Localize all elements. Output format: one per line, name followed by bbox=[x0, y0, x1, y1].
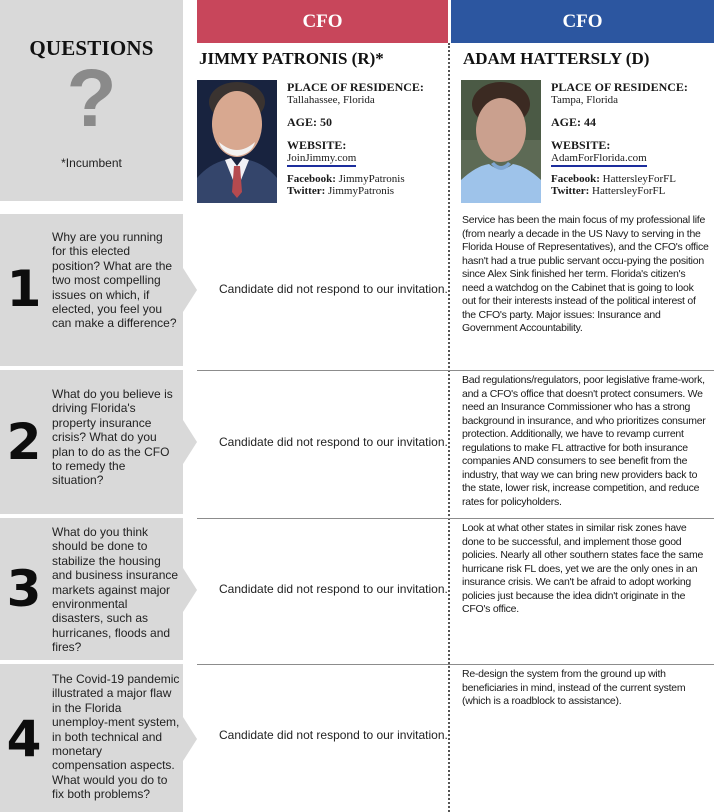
twitter-handle: JimmyPatronis bbox=[328, 185, 395, 197]
candidate-photo bbox=[197, 80, 277, 203]
answer-patronis: Candidate did not respond to our invitation. bbox=[219, 728, 448, 742]
question-text: What do you think should be done to stabilize the housing and business insurance markets against major environmental disasters, such as hurricanes, floods and fires? bbox=[52, 525, 179, 655]
age-field bbox=[287, 115, 424, 130]
candidate-name: ADAM HATTERSLY (D) bbox=[463, 49, 650, 68]
age-field bbox=[551, 115, 688, 130]
answer-hattersly: Look at what other states in similar risk zones have done to be successful, and implement those good policies. Nearly all other southern states face the same hurricane risk FL does, yet we are the only ones in an insurance crisis. We can't be afraid to adopt working policies just because the idea didn't originate in the CFO's office. bbox=[462, 522, 704, 615]
arrow-pointer-icon bbox=[183, 420, 197, 464]
age-label: AGE: bbox=[551, 115, 581, 129]
answer-hattersly: Bad regulations/regulators, poor legislative frame-work, and a CFO's office that doesn't protect consumers. We need an Insurance Commissioner who has a strong background in insurance, and who prioritizes consumer protection. Additionally, we have to revamp current regulations to make FL attractive for both insurance companies AND consumers to see benefit from the industry, that way we can bring new providers back to the state, lower risk, increase competition, and reduce rates for policyholders. bbox=[462, 374, 706, 508]
question-number: 4 bbox=[6, 710, 42, 768]
age-label: AGE: bbox=[287, 115, 317, 129]
question-text: The Covid-19 pandemic illustrated a major flaw in the Florida unemploy-ment system, in both technical and monetary compensation aspects. What would you do to fix both problems? bbox=[52, 672, 180, 802]
facebook-label: Facebook: bbox=[287, 173, 336, 185]
website-label: WEBSITE: bbox=[551, 138, 611, 152]
question-row bbox=[0, 214, 714, 366]
candidate-card-patronis bbox=[197, 0, 448, 210]
row-divider bbox=[197, 370, 714, 371]
row-divider bbox=[197, 664, 714, 665]
question-text: Why are you running for this elected position? What are the two most compelling issues on which, if elected, you feel you can make a difference? bbox=[52, 230, 177, 331]
incumbent-note: *Incumbent bbox=[61, 156, 122, 170]
question-row bbox=[0, 664, 714, 812]
office-header-republican: CFO bbox=[197, 0, 448, 43]
arrow-pointer-icon bbox=[183, 717, 197, 761]
answer-patronis: Candidate did not respond to our invitation. bbox=[219, 582, 448, 596]
question-mark-icon: ? bbox=[66, 53, 117, 144]
age-value: 44 bbox=[584, 115, 596, 129]
candidate-card-hattersly bbox=[451, 0, 714, 210]
residence-value: Tampa, Florida bbox=[551, 94, 619, 106]
candidate-name: JIMMY PATRONIS (R)* bbox=[199, 49, 384, 68]
question-number: 1 bbox=[6, 260, 42, 318]
answer-patronis: Candidate did not respond to our invitation. bbox=[219, 435, 448, 449]
portrait-image-hattersly bbox=[461, 80, 541, 203]
social-links bbox=[287, 173, 424, 197]
candidate-info bbox=[287, 80, 424, 197]
arrow-pointer-icon bbox=[183, 268, 197, 312]
question-number: 2 bbox=[6, 413, 42, 471]
website-label: WEBSITE: bbox=[287, 138, 347, 152]
twitter-handle: HattersleyForFL bbox=[592, 185, 666, 197]
question-row bbox=[0, 370, 714, 514]
portrait-image-patronis bbox=[197, 80, 277, 203]
answer-hattersly: Re-design the system from the ground up with beneficiaries in mind, instead of the current system (which is a roadblock to assistance). bbox=[462, 668, 686, 707]
twitter-label: Twitter: bbox=[287, 185, 326, 197]
row-divider bbox=[197, 518, 714, 519]
answer-hattersly: Service has been the main focus of my professional life (from nearly a decade in the US Navy to serving in the Florida House of Representatives), and the CFO's office hasn't had a true public servant occu-pying the position since Alex Sink finished her term. Florida's citizen's need a watchdog on the Cabinet that is going to look out for their interests instead of the political interest of the CFO's party. Major issues: Insurance and Government Accountability. bbox=[462, 214, 709, 334]
question-number: 3 bbox=[6, 560, 42, 618]
question-text: What do you believe is driving Florida's property insurance crisis? What do you plan to do as the CFO to remedy the situation? bbox=[52, 387, 173, 488]
residence-label: PLACE OF RESIDENCE: bbox=[287, 80, 424, 94]
questions-heading: QUESTIONS bbox=[29, 36, 154, 60]
office-header-democrat: CFO bbox=[451, 0, 714, 43]
question-row bbox=[0, 518, 714, 660]
facebook-handle: HattersleyForFL bbox=[602, 173, 676, 185]
facebook-handle: JimmyPatronis bbox=[338, 173, 405, 185]
questions-header-box bbox=[0, 0, 183, 201]
answer-patronis: Candidate did not respond to our invitation. bbox=[219, 282, 448, 296]
website-link[interactable]: AdamForFlorida.com bbox=[551, 152, 647, 167]
residence-value: Tallahassee, Florida bbox=[287, 94, 375, 106]
social-links bbox=[551, 173, 688, 197]
age-value: 50 bbox=[320, 115, 332, 129]
twitter-label: Twitter: bbox=[551, 185, 590, 197]
arrow-pointer-icon bbox=[183, 568, 197, 612]
candidate-photo bbox=[461, 80, 541, 203]
facebook-label: Facebook: bbox=[551, 173, 600, 185]
website-link[interactable]: JoinJimmy.com bbox=[287, 152, 356, 167]
residence-label: PLACE OF RESIDENCE: bbox=[551, 80, 688, 94]
candidate-info bbox=[551, 80, 688, 197]
